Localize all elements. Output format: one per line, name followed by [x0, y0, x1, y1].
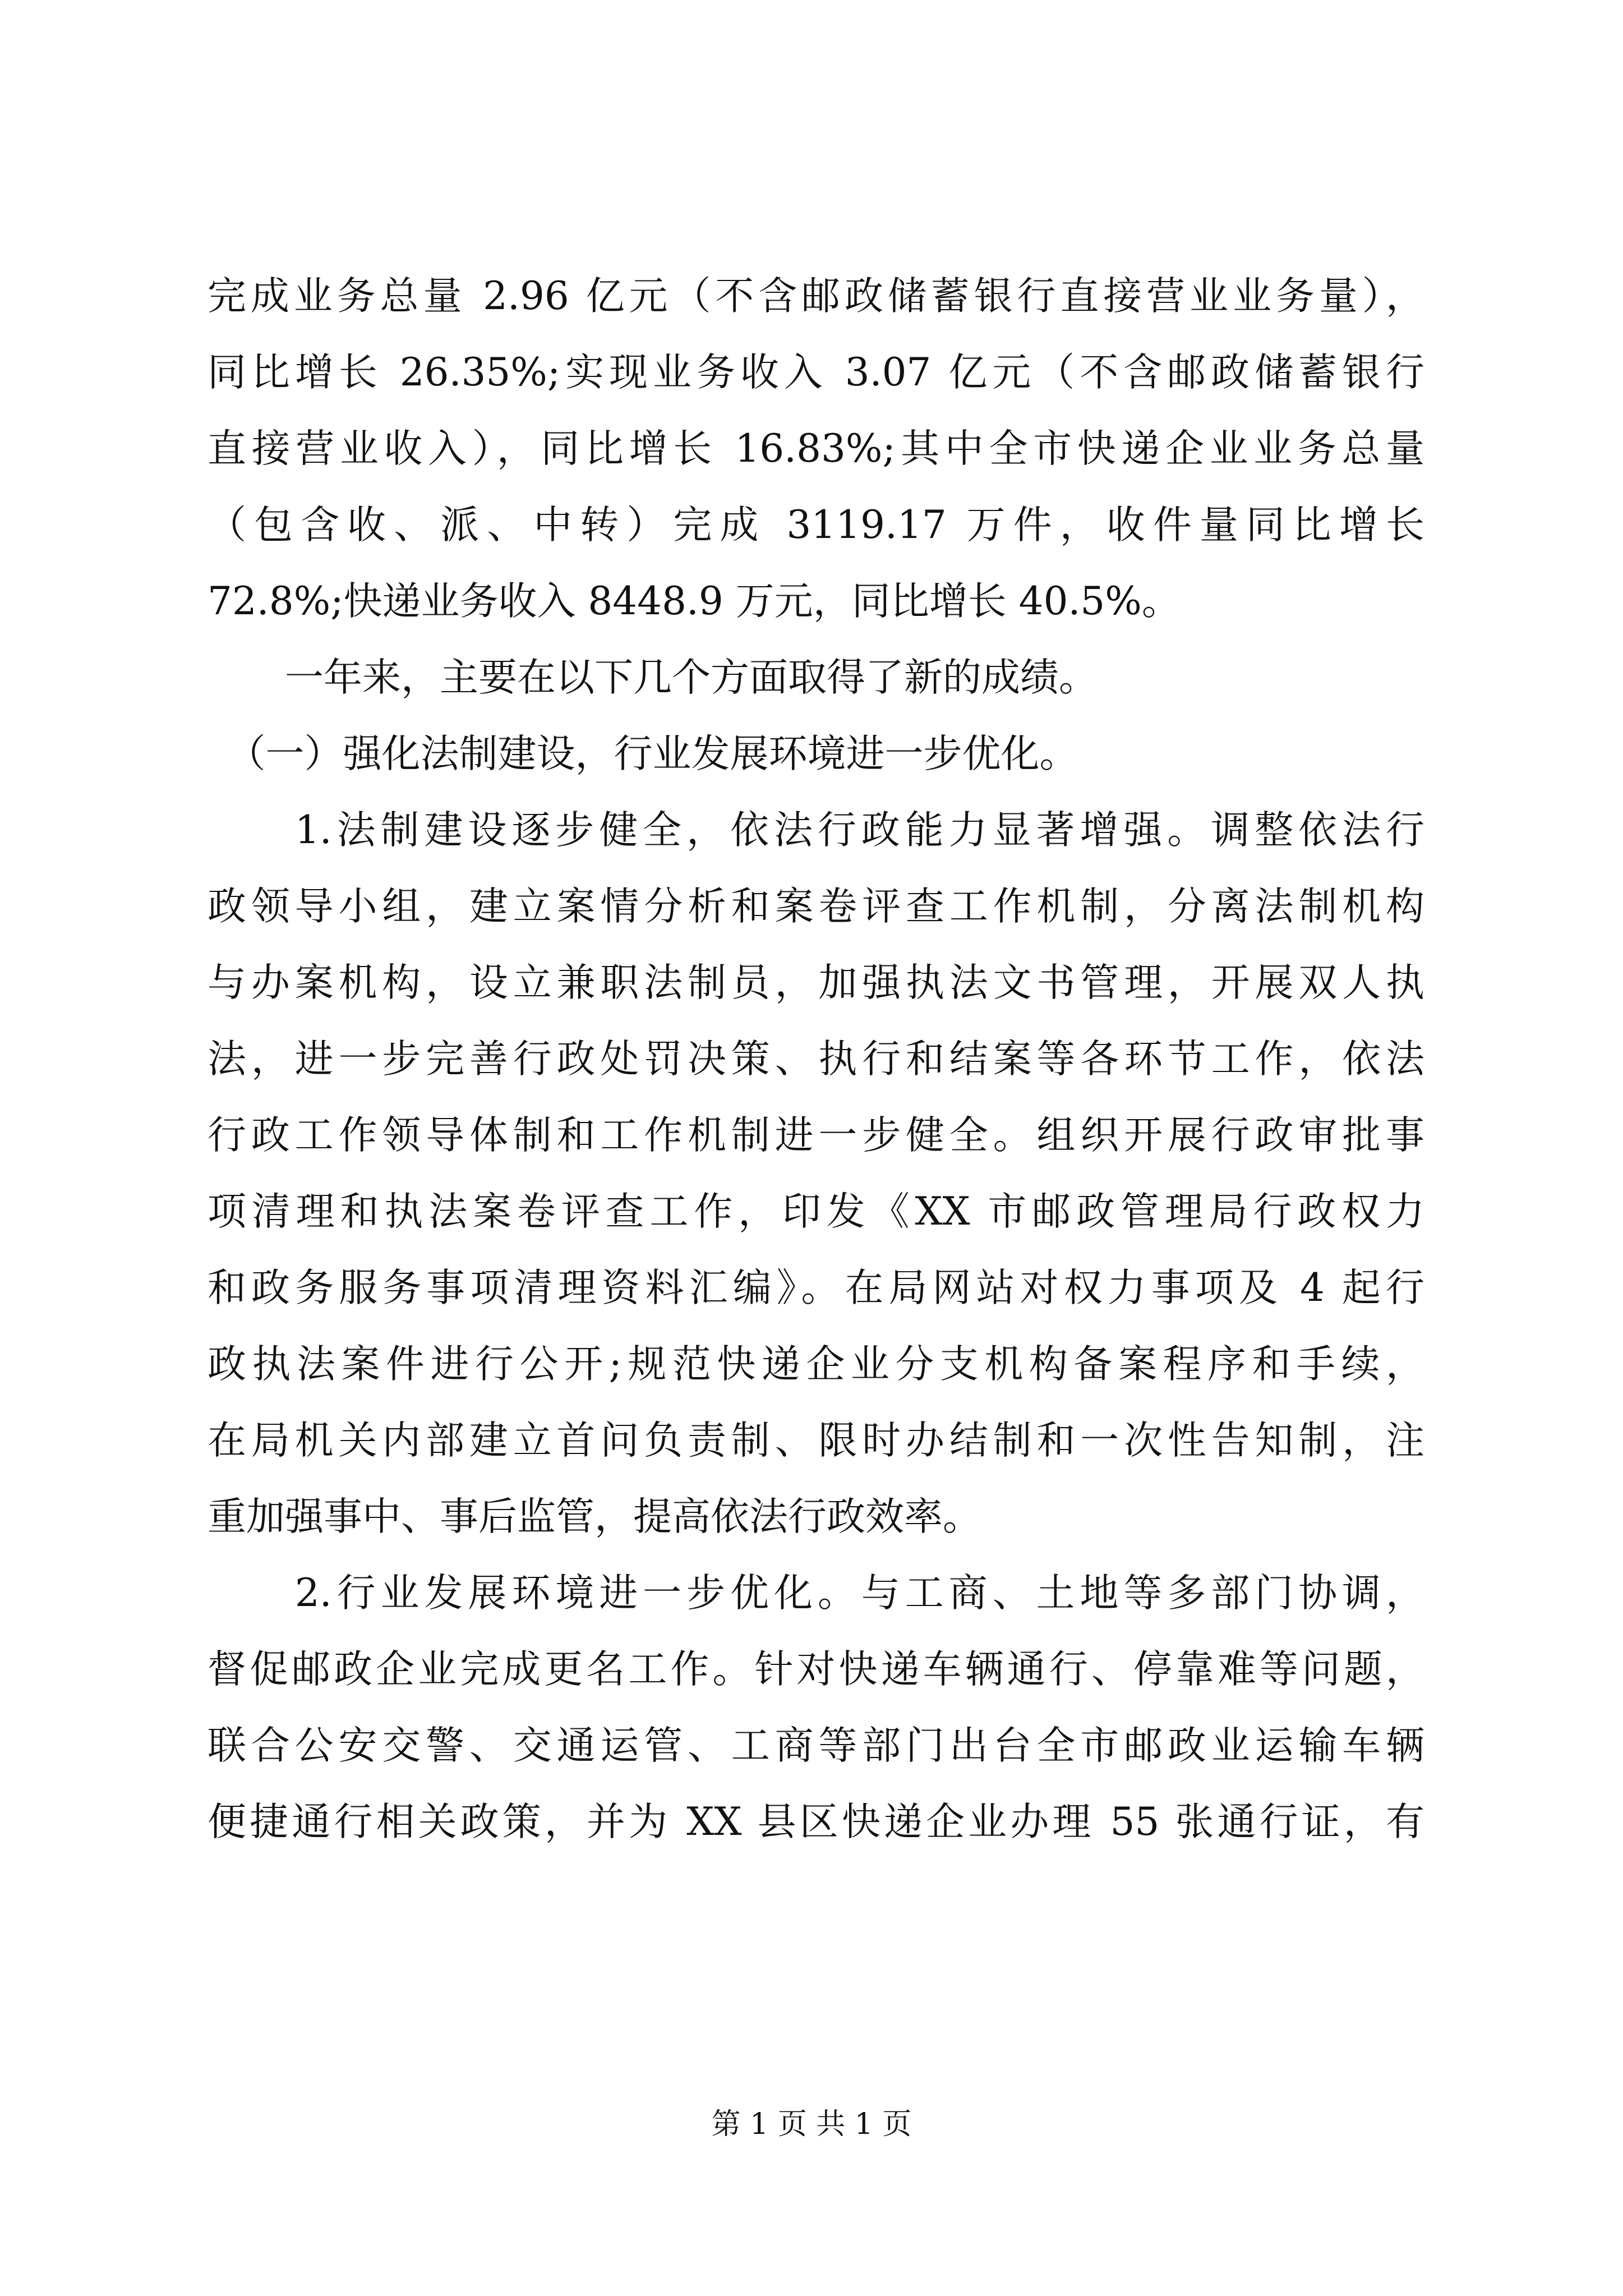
text-line: 2.行业发展环境进一步优化。与工商、土地等多部门协调， [208, 1571, 1424, 1616]
text-line: 直接营业收入），同比增长 16.83%;其中全市快递企业业务总量 [208, 426, 1424, 471]
text-line: 和政务服务事项清理资料汇编》。在局网站对权力事项及 4 起行 [208, 1266, 1424, 1310]
text-line: 政执法案件进行公开;规范快递企业分支机构备案程序和手续， [208, 1342, 1424, 1387]
text-line: 重加强事中、事后监管，提高依法行政效率。 [208, 1494, 981, 1539]
text-line: 行政工作领导体制和工作机制进一步健全。组织开展行政审批事 [208, 1113, 1424, 1158]
text-line: 政领导小组，建立案情分析和案卷评查工作机制，分离法制机构 [208, 884, 1424, 929]
text-line: 72.8%;快递业务收入 8448.9 万元，同比增长 40.5%。 [208, 579, 1181, 624]
text-line: 完成业务总量 2.96 亿元（不含邮政储蓄银行直接营业业务量）， [208, 274, 1424, 319]
document-body [208, 258, 1424, 1860]
text-line: （包含收、派、中转）完成 3119.17 万件，收件量同比增长 [208, 503, 1424, 547]
text-line: 1.法制建设逐步健全，依法行政能力显著增强。调整依法行 [208, 808, 1424, 853]
text-line: 在局机关内部建立首问负责制、限时办结制和一次性告知制，注 [208, 1418, 1424, 1463]
text-line: 督促邮政企业完成更名工作。针对快递车辆通行、停靠难等问题， [208, 1647, 1424, 1692]
text-line: 同比增长 26.35%;实现业务收入 3.07 亿元（不含邮政储蓄银行 [208, 350, 1424, 395]
text-line: 与办案机构，设立兼职法制员，加强执法文书管理，开展双人执 [208, 960, 1424, 1005]
section-heading: （一）强化法制建设，行业发展环境进一步优化。 [208, 731, 1078, 776]
text-line: 便捷通行相关政策，并为 XX 县区快递企业办理 55 张通行证，有 [208, 1800, 1424, 1844]
text-line: 项清理和执法案卷评查工作，印发《XX 市邮政管理局行政权力 [208, 1189, 1424, 1234]
text-line: 一年来，主要在以下几个方面取得了新的成绩。 [208, 655, 1098, 700]
text-line: 法，进一步完善行政处罚决策、执行和结案等各环节工作，依法 [208, 1037, 1424, 1082]
text-line: 联合公安交警、交通运管、工商等部门出台全市邮政业运输车辆 [208, 1723, 1424, 1768]
page-footer: 第 1 页 共 1 页 [711, 2108, 912, 2141]
